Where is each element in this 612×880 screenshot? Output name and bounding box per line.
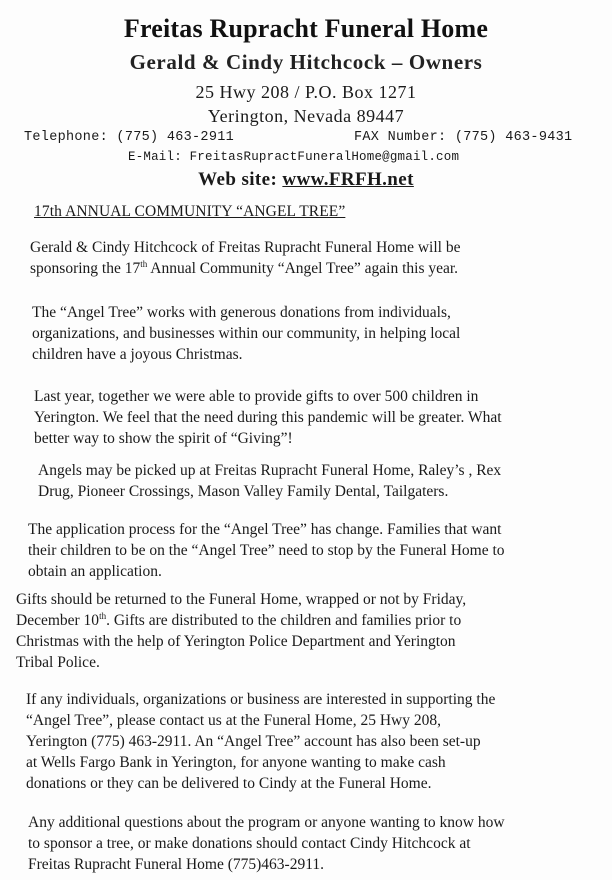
paragraph-line: Christmas with the help of Yerington Police Department and Yerington <box>16 633 456 650</box>
paragraph-pickup-locations <box>38 460 501 502</box>
paragraph-line <box>16 610 466 631</box>
ordinal-suffix: th <box>99 610 107 621</box>
paragraph-line: Any additional questions about the program or anyone wanting to know how <box>28 814 505 831</box>
paragraph-line: Drug, Pioneer Crossings, Mason Valley Family Dental, Tailgaters. <box>38 483 449 500</box>
paragraph-line: organizations, and businesses within our community, in helping local <box>32 325 461 342</box>
website-link[interactable]: www.FRFH.net <box>282 169 414 190</box>
paragraph-line: to sponsor a tree, or make donations should contact Cindy Hitchcock at <box>28 835 471 852</box>
text-run: December 10 <box>16 612 100 629</box>
paragraph-line: at Wells Fargo Bank in Yerington, for anyone wanting to make cash <box>26 754 446 771</box>
paragraph-line: Yerington (775) 463-2911. An “Angel Tree” account has also been set-up <box>26 733 481 750</box>
fax-number: FAX Number: (775) 463-9431 <box>354 130 573 145</box>
paragraph-line: If any individuals, organizations or business are interested in supporting the <box>26 691 496 708</box>
paragraph-line: Gerald & Cindy Hitchcock of Freitas Rupracht Funeral Home will be <box>30 239 461 256</box>
address-line-2: Yerington, Nevada 89447 <box>207 106 405 126</box>
text-run: sponsoring the 17 <box>30 260 141 277</box>
telephone-number: Telephone: (775) 463-2911 <box>24 130 235 145</box>
paragraph-line: “Angel Tree”, please contact us at the Funeral Home, 25 Hwy 208, <box>26 712 441 729</box>
paragraph-last-year <box>34 386 502 449</box>
paragraph-gift-return <box>16 589 466 673</box>
paragraph-line: The application process for the “Angel Tree” has change. Families that want <box>28 521 502 538</box>
paragraph-line: donations or they can be delivered to Cindy at the Funeral Home. <box>26 775 432 792</box>
address-line-1: 25 Hwy 208 / P.O. Box 1271 <box>195 82 417 102</box>
text-run: . Gifts are distributed to the children and families prior to <box>106 612 462 629</box>
paragraph-line: their children to be on the “Angel Tree” need to stop by the Funeral Home to <box>28 542 505 559</box>
paragraph-line: children have a joyous Christmas. <box>32 346 243 363</box>
paragraph-line: Last year, together we were able to provide gifts to over 500 children in <box>34 388 479 405</box>
paragraph-support <box>26 689 495 794</box>
paragraph-line: obtain an application. <box>28 563 162 580</box>
paragraph-line: Freitas Rupracht Funeral Home (775)463-2911. <box>28 856 325 873</box>
paragraph-line: Angels may be picked up at Freitas Rupracht Funeral Home, Raley’s , Rex <box>38 462 502 479</box>
website-line <box>0 169 612 191</box>
paragraph-intro <box>30 237 460 279</box>
paragraph-line: better way to show the spirit of “Giving”! <box>34 430 293 447</box>
announcement-heading: 17th ANNUAL COMMUNITY “ANGEL TREE” <box>34 203 346 220</box>
ordinal-suffix: th <box>140 258 148 269</box>
text-run: Annual Community “Angel Tree” again this year. <box>147 260 459 277</box>
paragraph-line <box>30 258 460 279</box>
business-title: Freitas Rupracht Funeral Home <box>123 14 489 43</box>
paragraph-line: Yerington. We feel that the need during this pandemic will be greater. What <box>34 409 502 426</box>
paragraph-line: The “Angel Tree” works with generous donations from individuals, <box>32 304 451 321</box>
paragraph-questions <box>28 812 505 875</box>
paragraph-about <box>32 302 460 365</box>
paragraph-line: Tribal Police. <box>16 654 100 671</box>
owners-line: Gerald & Cindy Hitchcock – Owners <box>129 50 483 74</box>
website-label: Web site: <box>198 169 278 190</box>
paragraph-line: Gifts should be returned to the Funeral Home, wrapped or not by Friday, <box>16 591 467 608</box>
email-address: E-Mail: FreitasRupractFuneralHome@gmail.com <box>128 150 460 164</box>
paragraph-application <box>28 519 505 582</box>
